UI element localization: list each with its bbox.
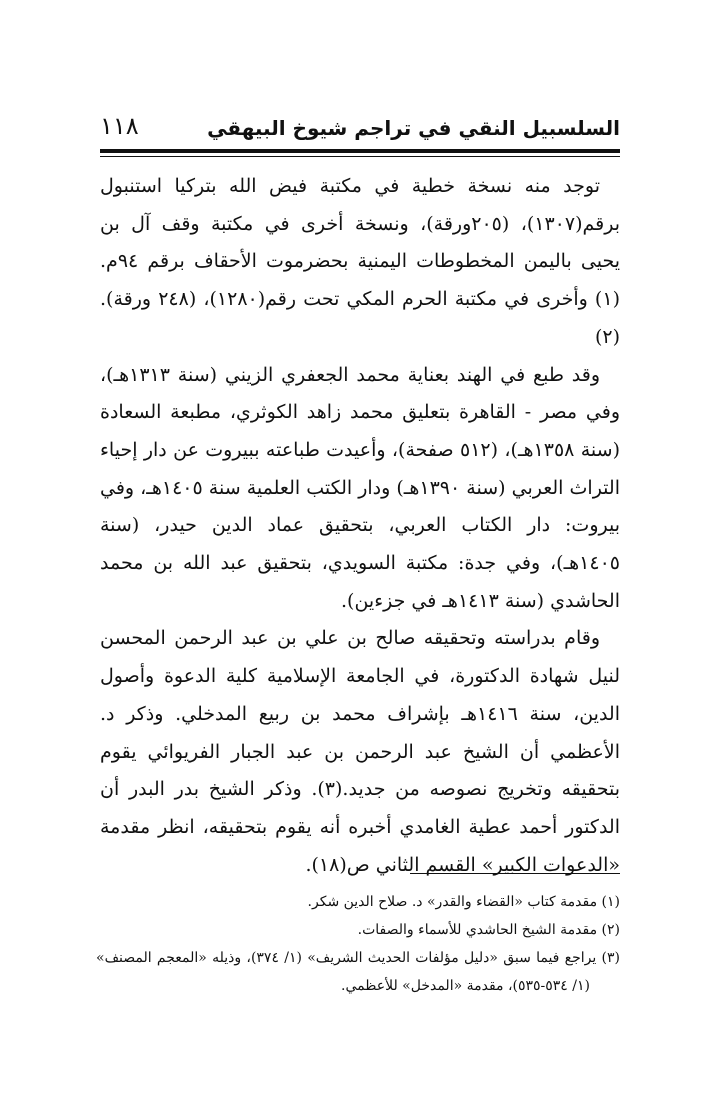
paragraph: وقام بدراسته وتحقيقه صالح بن علي بن عبد الرحمن المحسن لنيل شهادة الدكتورة، في الجامعة الإسلامية كلية الدعوة وأصول الدين، سنة ١٤١٦هـ بإشراف محمد بن ربيع المدخلي. وذكر د. الأعظمي أن الشيخ عبد الرحمن بن عبد الجبار الفريوائي يقوم بتحقيقه وتخريج نصوصه من جديد.(٣). وذكر الشيخ بدر البدر أن الدكتور أحمد عطية الغامدي أخبره أنه يقوم بتحقيقه، انظر مقدمة «الدعوات الكبير» القسم الثاني ص(١٨). [100, 627, 621, 876]
footnote-separator [410, 873, 620, 874]
main-text [100, 168, 620, 884]
header-rule-thick [100, 149, 620, 153]
footnote: (١) مقدمة كتاب «القضاء والقدر» د. صلاح الدين شكر. [307, 894, 620, 910]
running-header [100, 112, 620, 150]
header-rule-thin [100, 156, 620, 157]
footnote: (٣) يراجع فيما سبق «دليل مؤلفات الحديث الشريف» (١/ ٣٧٤)، وذيله «المعجم المصنف» (١/ ٥٣٤-٥٣٥)، مقدمة «المدخل» للأعظمي. [96, 950, 620, 994]
running-header-title: السلسبيل النقي في تراجم شيوخ البيهقي [207, 116, 620, 140]
page-number: ١١٨ [100, 112, 139, 140]
footnotes [96, 888, 620, 1000]
footnote: (٢) مقدمة الشيخ الحاشدي للأسماء والصفات. [357, 922, 620, 938]
paragraph: وقد طبع في الهند بعناية محمد الجعفري الزيني (سنة ١٣١٣هـ)، وفي مصر - القاهرة بتعليق محمد زاهد الكوثري، مطبعة السعادة (سنة ١٣٥٨هـ)، (٥١٢ صفحة)، وأعيدت طباعته ببيروت عن دار إحياء التراث العربي (سنة ١٣٩٠هـ) ودار الكتب العلمية سنة ١٤٠٥هـ، وفي بيروت: دار الكتاب العربي، بتحقيق عماد الدين حيدر، (سنة ١٤٠٥هـ)، وفي جدة: مكتبة السويدي، بتحقيق عبد الله بن محمد الحاشدي (سنة ١٤١٣هـ في جزءين). [100, 363, 620, 612]
paragraph: توجد منه نسخة خطية في مكتبة فيض الله بتركيا استنبول برقم(١٣٠٧)، (٢٠٥ورقة)، ونسخة أخرى في مكتبة وقف آل بن يحيى باليمن المخطوطات اليمنية بحضرموت الأحقاف برقم ٩٤م.(١) وأخرى في مكتبة الحرم المكي تحت رقم(١٢٨٠)، (٢٤٨ ورقة).(٢) [100, 175, 621, 348]
